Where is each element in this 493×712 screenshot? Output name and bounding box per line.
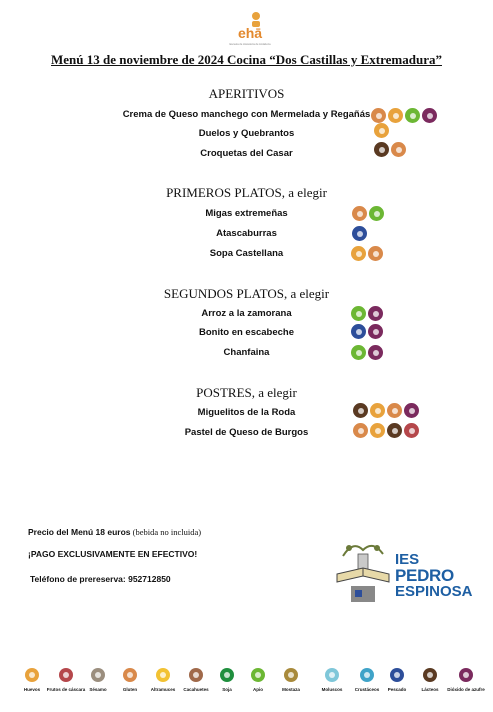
- allergens-bonito: [351, 324, 383, 339]
- gluten-icon: [123, 668, 137, 682]
- dish-miguelitos: Miguelitos de la Roda: [197, 407, 296, 418]
- eha-logo: [226, 10, 274, 48]
- gluten-icon: [353, 423, 368, 438]
- legend-huevos: Huevos: [12, 665, 52, 692]
- moluscos-icon: [325, 668, 339, 682]
- section-postres: POSTRES, a elegir: [196, 385, 297, 400]
- allergens-sopa: [351, 246, 383, 261]
- apio-icon: [405, 108, 420, 123]
- apio-icon: [351, 306, 366, 321]
- sulfitos-icon: [422, 108, 437, 123]
- cash-notice: ¡PAGO EXCLUSIVAMENTE EN EFECTIVO!: [28, 549, 198, 559]
- pescado-icon: [390, 668, 404, 682]
- allergens-atascaburras: [352, 226, 367, 241]
- legend-lacteos: Lácteos: [410, 665, 450, 692]
- apio-icon: [251, 668, 265, 682]
- ies-emblem-icon: [333, 536, 393, 604]
- legend-mostaza: Mostaza: [271, 665, 311, 692]
- dish-arroz: Arroz a la zamorana: [201, 308, 292, 319]
- sulfitos-icon: [368, 324, 383, 339]
- gluten-icon: [368, 246, 383, 261]
- ies-line3: ESPINOSA: [395, 583, 473, 600]
- huevos-icon: [388, 108, 403, 123]
- price-note: (bebida no incluida): [130, 527, 202, 537]
- lacteos-icon: [423, 668, 437, 682]
- ies-pedro-espinosa-logo: [333, 536, 473, 606]
- sulfitos-icon: [368, 345, 383, 360]
- cacahuetes-icon: [189, 668, 203, 682]
- frutos-cascara-icon: [59, 668, 73, 682]
- legend-sesamo: Sésamo: [78, 665, 118, 692]
- dish-atascaburras: Atascaburras: [216, 228, 277, 239]
- apio-icon: [369, 206, 384, 221]
- pescado-icon: [352, 226, 367, 241]
- huevos-icon: [351, 246, 366, 261]
- gluten-icon: [391, 142, 406, 157]
- frutos-icon: [404, 423, 419, 438]
- dish-duelos: Duelos y Quebrantos: [198, 128, 295, 139]
- sesamo-icon: [91, 668, 105, 682]
- legend-frutos: Frutos de cáscara: [46, 665, 86, 692]
- dish-chanfaina: Chanfaina: [223, 347, 270, 358]
- legend-soja: Soja: [207, 665, 247, 692]
- legend-apio: Apio: [238, 665, 278, 692]
- allergens-migas: [352, 206, 384, 221]
- ies-line1: IES: [395, 551, 420, 568]
- lacteos-icon: [353, 403, 368, 418]
- allergens-chanfaina: [351, 345, 383, 360]
- legend-moluscos: Moluscos: [312, 665, 352, 692]
- gluten-icon: [371, 108, 386, 123]
- price-info: [28, 527, 201, 537]
- dish-crema-queso: Crema de Queso manchego con Mermelada y Regañás: [122, 109, 371, 120]
- gluten-icon: [387, 403, 402, 418]
- sulfitos-icon: [368, 306, 383, 321]
- allergens-pastel: [353, 423, 419, 438]
- allergens-miguelitos: [353, 403, 419, 418]
- section-aperitivos: APERITIVOS: [208, 86, 285, 101]
- legend-gluten: Gluten: [110, 665, 150, 692]
- allergen-legend: [10, 665, 490, 705]
- menu-title: Menú 13 de noviembre de 2024 Cocina “Dos Castillas y Extremadura”: [51, 52, 442, 67]
- huevos-icon: [370, 403, 385, 418]
- lacteos-icon: [374, 142, 389, 157]
- allergens-arroz: [351, 306, 383, 321]
- legend-altramuces: Altramuces: [143, 665, 183, 692]
- gluten-icon: [352, 206, 367, 221]
- dish-croquetas: Croquetas del Casar: [200, 148, 293, 159]
- lacteos-icon: [387, 423, 402, 438]
- section-primeros: PRIMEROS PLATOS, a elegir: [166, 185, 327, 200]
- altramuces-icon: [156, 668, 170, 682]
- svg-text:Escuela de Hostelería de Andal: Escuela de Hostelería de Andalucía: [229, 43, 271, 46]
- dish-bonito: Bonito en escabeche: [198, 327, 295, 338]
- legend-cacahuetes: Cacahuetes: [176, 665, 216, 692]
- sulfitos-icon: [404, 403, 419, 418]
- crustaceos-icon: [360, 668, 374, 682]
- sulfitos-icon: [459, 668, 473, 682]
- phone-info: Teléfono de prereserva: 952712850: [30, 574, 171, 584]
- svg-text:ehā: ehā: [237, 25, 263, 41]
- huevos-icon: [374, 123, 389, 138]
- ies-line2: PEDRO: [395, 566, 454, 585]
- apio-icon: [351, 345, 366, 360]
- huevos-icon: [25, 668, 39, 682]
- mostaza-icon: [284, 668, 298, 682]
- allergens-crema-queso: [371, 108, 437, 123]
- soja-icon: [220, 668, 234, 682]
- legend-crustaceos: Crustáceos: [347, 665, 387, 692]
- dish-sopa: Sopa Castellana: [209, 248, 284, 259]
- section-segundos: SEGUNDOS PLATOS, a elegir: [163, 286, 330, 301]
- pescado-icon: [351, 324, 366, 339]
- price-text: Precio del Menú 18 euros: [28, 527, 131, 537]
- ies-wordmark: [395, 552, 473, 599]
- legend-sulfitos: Dióxido de azufre: [446, 665, 486, 692]
- huevos-icon: [370, 423, 385, 438]
- dish-migas: Migas extremeñas: [205, 208, 288, 219]
- allergens-croquetas: [374, 142, 406, 157]
- allergens-duelos: [374, 123, 389, 138]
- legend-pescado: Pescado: [377, 665, 417, 692]
- dish-pastel: Pastel de Queso de Burgos: [184, 427, 309, 438]
